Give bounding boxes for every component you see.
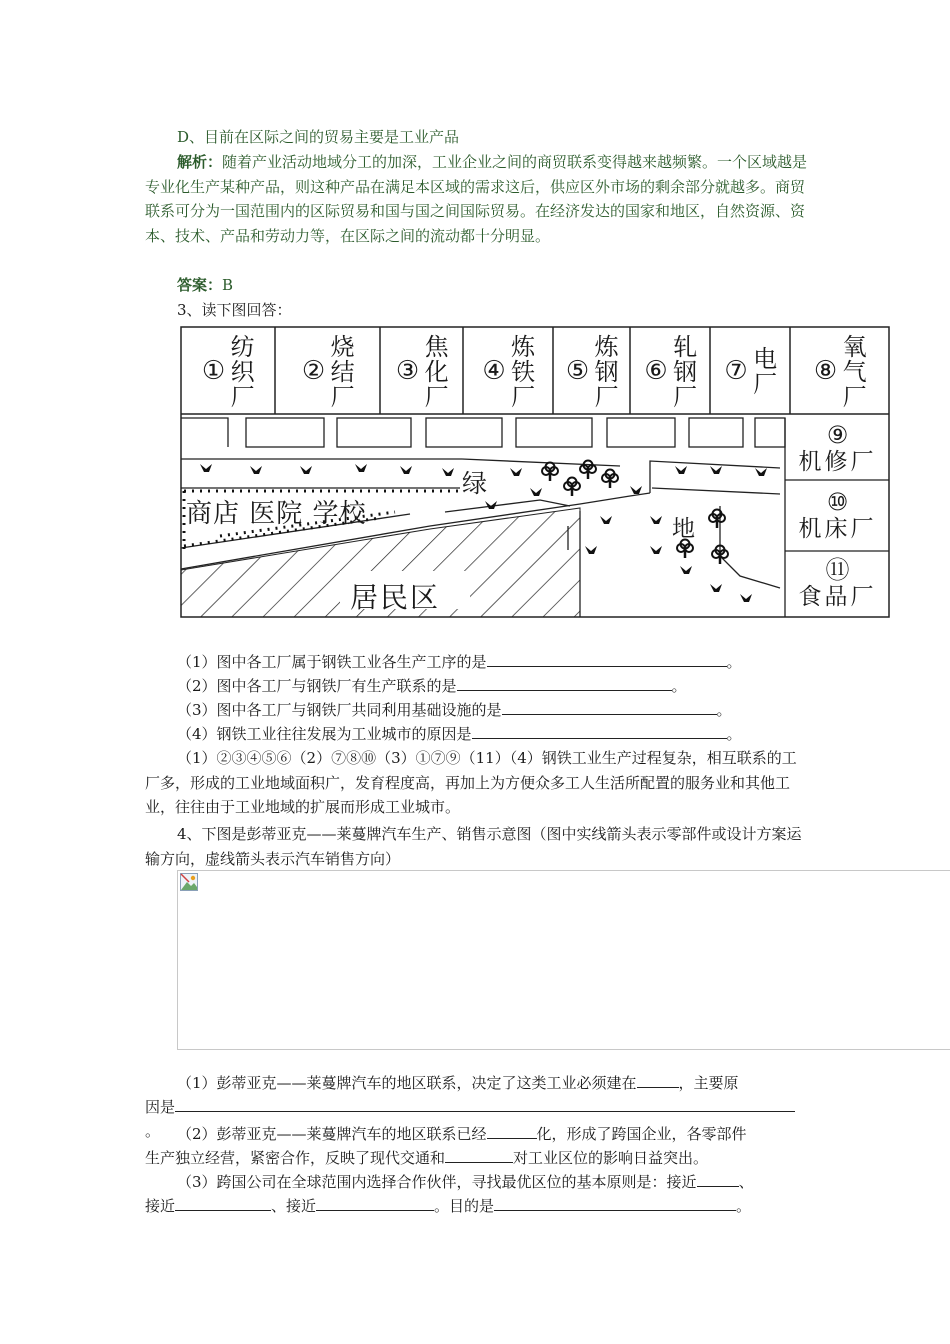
q4-question-1: （1）彭蒂亚克——莱蔓牌汽车的地区联系，决定了这类工业必须建在 ，主要原 (177, 1074, 739, 1092)
services-label: 商店 医院 学校 (186, 499, 367, 529)
factory-name: 烧结厂 (326, 333, 355, 409)
factory-number: ⑦ (724, 356, 748, 386)
factory-name: 轧钢厂 (668, 333, 697, 409)
factory-name: 机床厂 (798, 515, 877, 542)
factory-name: 电厂 (748, 346, 777, 396)
industrial-area-map (180, 326, 890, 618)
factory-name: 纺织厂 (226, 333, 255, 409)
green-label-1: 绿 (462, 469, 488, 498)
q4-question-2: （2）彭蒂亚克——莱蔓牌汽车的地区联系已经 化，形成了跨国企业，各零部件 (177, 1125, 747, 1143)
analysis-text: 随着产业活动地域分工的加深，工业企业之间的商贸联系变得越来越频繁。一个区域越是专业化生产某种产品，则这种产品在满足本区域的需求这后，供应区外市场的剩余部分就越多。商贸联系可分为一国范围内的区际贸易和国与国之间国际贸易。在经济发达的国家和地区，自然资源、资本、技术、产品和劳动力等，在区际之间的流动都十分明显。 (145, 153, 808, 245)
factory-cell-7 (710, 330, 790, 412)
factory-number: ④ (482, 356, 506, 386)
factory-number: ⑪ (825, 556, 850, 584)
factory-cell-11 (786, 551, 889, 617)
factory-name: 炼铁厂 (506, 333, 535, 409)
q3-answer: （1）②③④⑤⑥（2）⑦⑧⑩（3）①⑦⑨（11）（4）钢铁工业生产过程复杂，相互联系的工厂多，形成的工业地域面积广，发育程度高，再加上为方便众多工人生活所配置的服务业和其他工业，往往由于工业地域的扩展而形成工业城市。 (145, 749, 797, 816)
factory-name: 焦化厂 (420, 333, 449, 409)
factory-cell-2 (275, 330, 380, 412)
q3-question-1: （1）图中各工厂属于钢铁工业各生产工序的是 。 (177, 653, 742, 671)
factory-cell-6 (630, 330, 710, 412)
factory-number: ⑩ (826, 487, 849, 516)
factory-number: ⑨ (826, 421, 849, 449)
broken-image-icon (180, 873, 198, 891)
analysis-label: 解析： (177, 153, 223, 171)
q3-question-3: （3）图中各工厂与钢铁厂共同利用基础设施的是 。 (177, 701, 732, 719)
q3-question-2: （2）图中各工厂与钢铁厂有生产联系的是 。 (177, 677, 687, 695)
q3-question-4: （4）钢铁工业往往发展为工业城市的原因是 。 (177, 725, 742, 743)
q4-question-1-cont: 因是。 (145, 1095, 810, 1143)
factory-number: ① (201, 356, 226, 386)
option-d: D、目前在区际之间的贸易主要是工业产品 (177, 128, 460, 146)
factory-cell-9 (786, 418, 889, 480)
factory-number: ⑤ (565, 356, 590, 386)
factory-name: 食品厂 (798, 584, 877, 610)
factory-cell-1 (180, 330, 275, 412)
factory-cell-3 (380, 330, 463, 412)
factory-cell-4 (463, 330, 553, 412)
q4-intro: 4、下图是彭蒂亚克——莱蔓牌汽车生产、销售示意图（图中实线箭头表示零部件或设计方案运输方向，虚线箭头表示汽车销售方向） (145, 825, 802, 868)
q4-question-3: （3）跨国公司在全球范围内选择合作伙伴，寻找最优区位的基本原则是：接近 、 (177, 1173, 754, 1191)
answer-line (145, 273, 810, 298)
green-label-2: 地 (672, 516, 695, 542)
q4-question-2-cont: 生产独立经营，紧密合作，反映了现代交通和 对工业区位的影响日益突出。 (145, 1149, 709, 1167)
analysis-paragraph (145, 150, 810, 248)
residential-label: 居民区 (350, 581, 441, 614)
factory-cell-10 (786, 480, 889, 551)
factory-number: ③ (395, 356, 420, 386)
factory-name: 氧气厂 (838, 333, 867, 409)
q4-question-3-cont: 接近 、接近 。目的是 。 (145, 1197, 752, 1215)
factory-number: ② (301, 356, 326, 386)
factory-cell-5 (553, 330, 630, 412)
factory-number: ⑥ (644, 356, 668, 386)
q3-intro: 3、读下图回答： (177, 301, 292, 319)
answer-value: B (222, 276, 234, 294)
factory-cell-8 (790, 330, 889, 412)
factory-name: 炼钢厂 (590, 333, 619, 409)
factory-number: ⑧ (813, 356, 838, 386)
broken-image-placeholder (177, 870, 950, 1050)
factory-name: 机修厂 (798, 449, 877, 475)
answer-label: 答案： (177, 276, 223, 294)
